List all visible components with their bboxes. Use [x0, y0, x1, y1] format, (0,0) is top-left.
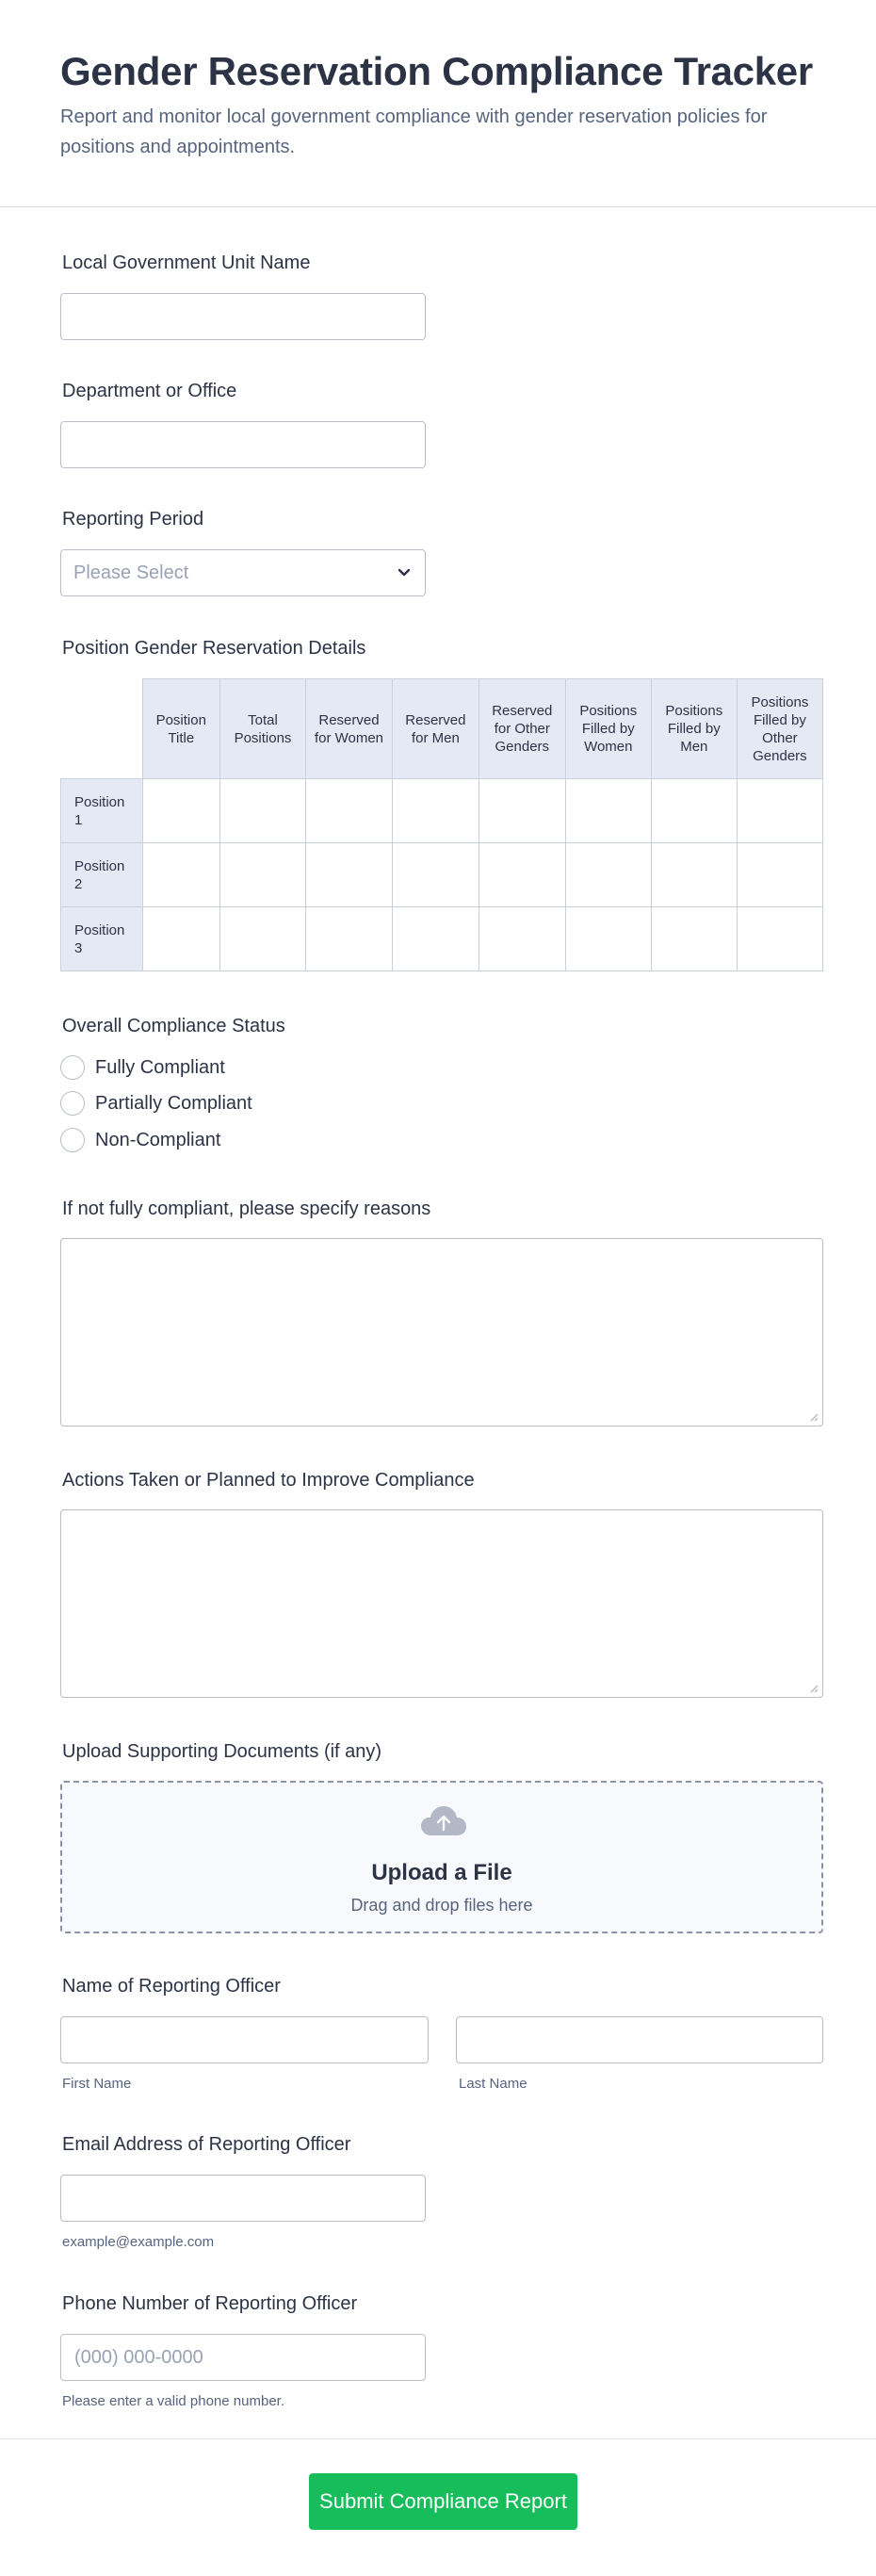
file-upload-dropzone[interactable]	[60, 1781, 823, 1933]
radio-non-compliant[interactable]	[60, 1128, 220, 1152]
matrix-cell[interactable]	[737, 907, 822, 971]
matrix-corner	[61, 679, 143, 779]
matrix-cell[interactable]	[306, 843, 393, 907]
department-label: Department or Office	[62, 381, 237, 401]
matrix-cell[interactable]	[306, 907, 393, 971]
reporting-period-selected: Please Select	[73, 562, 189, 583]
matrix-cell[interactable]	[737, 843, 822, 907]
matrix-col-header: Positions Filled by Women	[565, 679, 651, 779]
officer-name-label: Name of Reporting Officer	[62, 1976, 281, 1997]
cloud-upload-icon	[420, 1803, 467, 1837]
compliance-status-label: Overall Compliance Status	[62, 1016, 285, 1036]
form-header	[0, 0, 876, 207]
radio-circle[interactable]	[60, 1128, 85, 1152]
matrix-cell[interactable]	[392, 779, 479, 843]
first-name-sublabel: First Name	[62, 2076, 132, 2092]
upload-subtitle: Drag and drop files here	[350, 1896, 533, 1915]
matrix-table	[60, 678, 823, 971]
matrix-row-header: Position 3	[61, 907, 143, 971]
submit-button[interactable]: Submit Compliance Report	[309, 2473, 577, 2530]
matrix-cell[interactable]	[479, 907, 565, 971]
resize-grip-icon[interactable]	[809, 1412, 819, 1422]
radio-label: Non-Compliant	[95, 1129, 221, 1150]
upload-label: Upload Supporting Documents (if any)	[62, 1741, 382, 1762]
radio-circle[interactable]	[60, 1055, 85, 1080]
position-matrix	[60, 678, 823, 972]
lgu-name-input[interactable]	[60, 293, 426, 340]
email-sublabel: example@example.com	[62, 2234, 215, 2250]
matrix-col-header: Reserved for Women	[306, 679, 393, 779]
matrix-cell[interactable]	[737, 779, 822, 843]
last-name-input[interactable]	[456, 2016, 823, 2063]
matrix-col-header: Total Positions	[219, 679, 305, 779]
actions-textarea[interactable]	[60, 1509, 823, 1698]
table-row	[61, 907, 823, 971]
reporting-period-select[interactable]	[60, 549, 426, 596]
matrix-row-header: Position 2	[61, 843, 143, 907]
matrix-cell[interactable]	[142, 779, 219, 843]
matrix-cell[interactable]	[651, 843, 737, 907]
radio-circle[interactable]	[60, 1091, 85, 1116]
phone-field[interactable]	[60, 2334, 426, 2381]
radio-label: Partially Compliant	[95, 1092, 252, 1114]
reporting-period-label: Reporting Period	[62, 509, 204, 530]
matrix-cell[interactable]	[392, 907, 479, 971]
matrix-cell[interactable]	[479, 779, 565, 843]
email-field[interactable]	[60, 2175, 426, 2222]
matrix-cell[interactable]	[219, 779, 305, 843]
matrix-cell[interactable]	[142, 843, 219, 907]
matrix-cell[interactable]	[142, 907, 219, 971]
matrix-row-header: Position 1	[61, 779, 143, 843]
matrix-cell[interactable]	[651, 907, 737, 971]
form-subtitle: Report and monitor local government compliance with gender reservation policies for positions and appointments.	[60, 106, 768, 157]
phone-sublabel: Please enter a valid phone number.	[62, 2393, 284, 2409]
resize-grip-icon[interactable]	[809, 1684, 819, 1693]
matrix-col-header: Positions Filled by Other Genders	[737, 679, 822, 779]
reasons-textarea[interactable]	[60, 1238, 823, 1427]
matrix-cell[interactable]	[219, 843, 305, 907]
table-row	[61, 779, 823, 843]
matrix-cell[interactable]	[565, 779, 651, 843]
form-title: Gender Reservation Compliance Tracker	[60, 49, 813, 93]
first-name-input[interactable]	[60, 2016, 429, 2063]
department-input[interactable]	[60, 421, 426, 468]
reasons-label: If not fully compliant, please specify reasons	[62, 1198, 431, 1219]
matrix-cell[interactable]	[306, 779, 393, 843]
matrix-col-header: Reserved for Men	[392, 679, 479, 779]
table-row	[61, 843, 823, 907]
email-label: Email Address of Reporting Officer	[62, 2134, 351, 2155]
upload-title: Upload a File	[371, 1860, 512, 1885]
matrix-cell[interactable]	[651, 779, 737, 843]
chevron-down-icon	[397, 566, 412, 579]
radio-partially-compliant[interactable]	[60, 1091, 252, 1116]
last-name-sublabel: Last Name	[459, 2076, 527, 2092]
matrix-col-header: Reserved for Other Genders	[479, 679, 565, 779]
matrix-col-header: Position Title	[142, 679, 219, 779]
matrix-cell[interactable]	[565, 843, 651, 907]
matrix-cell[interactable]	[565, 907, 651, 971]
matrix-label: Position Gender Reservation Details	[62, 638, 366, 659]
actions-label: Actions Taken or Planned to Improve Compliance	[62, 1470, 475, 1491]
matrix-cell[interactable]	[392, 843, 479, 907]
phone-label: Phone Number of Reporting Officer	[62, 2293, 358, 2314]
radio-label: Fully Compliant	[95, 1056, 225, 1078]
matrix-cell[interactable]	[479, 843, 565, 907]
matrix-col-header: Positions Filled by Men	[651, 679, 737, 779]
radio-fully-compliant[interactable]	[60, 1055, 225, 1080]
lgu-name-label: Local Government Unit Name	[62, 253, 311, 273]
matrix-cell[interactable]	[219, 907, 305, 971]
